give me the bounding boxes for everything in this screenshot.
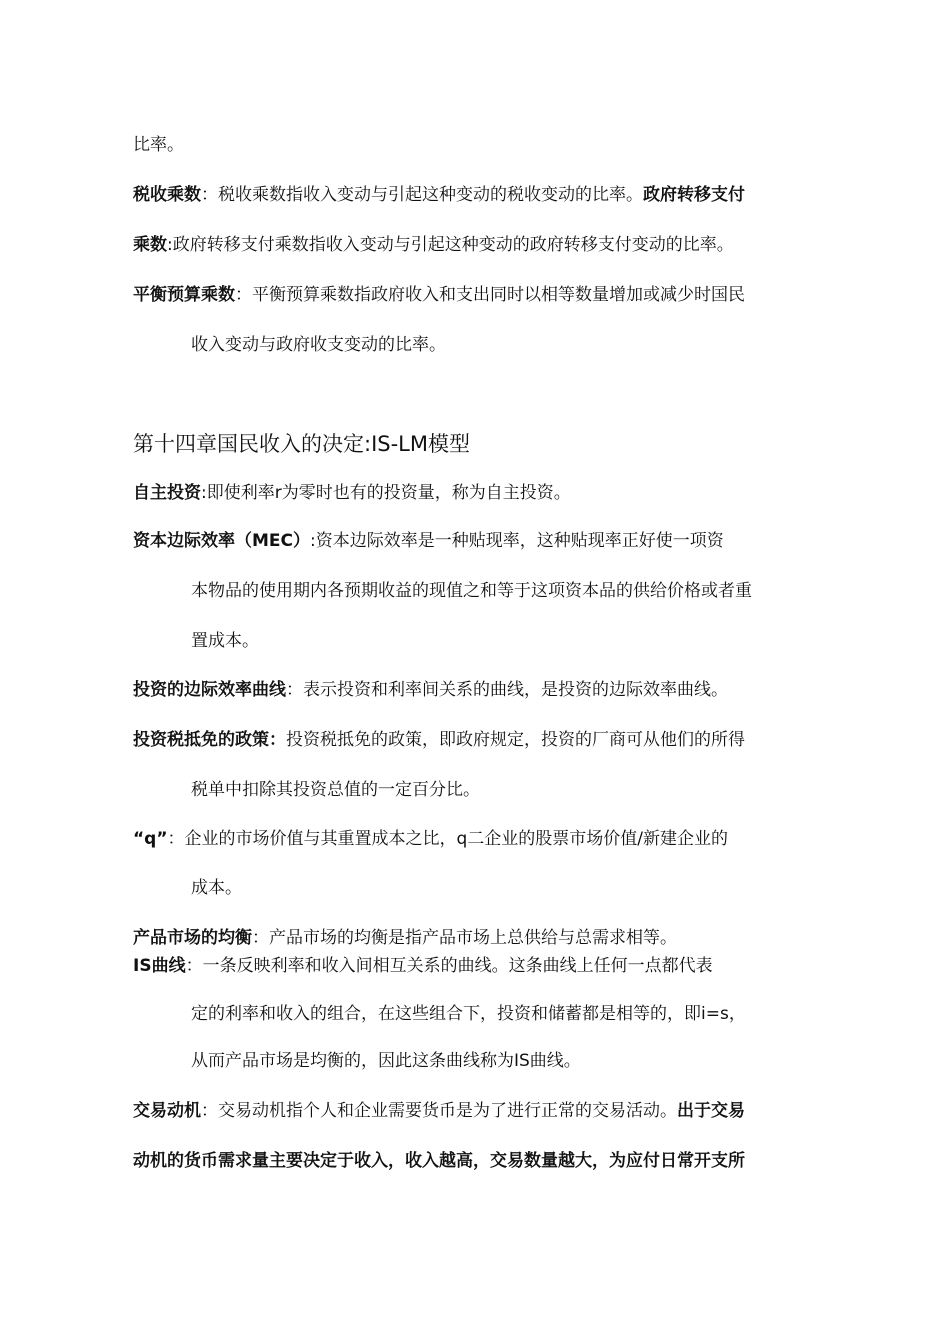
text-run: ：表示投资和利率间关系的曲线，是投资的边际效率曲线。 (286, 680, 728, 700)
term-bold: 资本边际效率（MEC） (133, 531, 311, 551)
term-bold: 出于交易 (677, 1101, 745, 1121)
text-line (133, 233, 734, 257)
term-bold: 动机的货币需求量主要决定于收入，收入越高，交易数量越大，为应付日常开支所 (133, 1151, 745, 1171)
text-run: ：税收乘数指收入变动与引起这种变动的税收变动的比率。 (201, 185, 643, 205)
text-line (133, 529, 724, 553)
term-bold: IS曲线 (133, 956, 186, 976)
text-line (133, 827, 728, 851)
text-run: 定的利率和收入的组合，在这些组合下，投资和储蓄都是相等的，即i=s， (191, 1004, 746, 1024)
term-bold: 政府转移支付 (643, 185, 745, 205)
text-line (133, 283, 745, 307)
term-bold: 自主投资 (133, 483, 201, 503)
text-run: 投资税抵免的政策，即政府规定，投资的厂商可从他们的所得 (286, 730, 745, 750)
text-line (133, 926, 677, 950)
term-bold: 平衡预算乘数 (133, 285, 235, 305)
text-line (191, 1049, 581, 1073)
text-run: 从而产品市场是均衡的，因此这条曲线称为IS曲线。 (191, 1051, 581, 1071)
text-run: 比率。 (133, 135, 184, 155)
text-line (191, 778, 480, 802)
term-bold: 投资的边际效率曲线 (133, 680, 286, 700)
text-run: ：平衡预算乘数指政府收入和支出同时以相等数量增加或减少时国民 (235, 285, 745, 305)
text-line (133, 1149, 745, 1173)
term-bold: 交易动机 (133, 1101, 201, 1121)
text-line (191, 876, 242, 900)
text-run: ：一条反映利率和收入间相互关系的曲线。这条曲线上任何一点都代表 (185, 956, 713, 976)
text-run: :资本边际效率是一种贴现率，这种贴现率正好使一项资 (310, 531, 724, 551)
text-line (191, 333, 446, 357)
term-bold: 乘数 (133, 235, 167, 255)
text-line (133, 678, 728, 702)
text-run: 置成本。 (191, 631, 259, 651)
text-line (191, 1002, 746, 1026)
text-run: 收入变动与政府收支变动的比率。 (191, 335, 446, 355)
term-bold: “q” (133, 829, 168, 849)
text-run: ：企业的市场价值与其重置成本之比，q二企业的股票市场价值/新建企业的 (167, 829, 729, 849)
text-run: 第十四章国民收入的决定:IS-LM模型 (133, 432, 470, 456)
text-line (133, 954, 713, 978)
text-line (133, 183, 745, 207)
text-run: 本物品的使用期内各预期收益的现值之和等于这项资本品的供给价格或者重 (191, 581, 752, 601)
text-line (133, 1099, 745, 1123)
text-run: :即使利率r为零时也有的投资量，称为自主投资。 (201, 483, 571, 503)
term-bold: 税收乘数 (133, 185, 201, 205)
text-run: ：产品市场的均衡是指产品市场上总供给与总需求相等。 (252, 928, 677, 948)
term-bold: 产品市场的均衡 (133, 928, 252, 948)
text-run: 税单中扣除其投资总值的一定百分比。 (191, 780, 480, 800)
term-bold: 投资税抵免的政策： (133, 730, 286, 750)
text-line (133, 728, 745, 752)
text-run: :政府转移支付乘数指收入变动与引起这种变动的政府转移支付变动的比率。 (167, 235, 734, 255)
text-line (191, 629, 259, 653)
text-run: ：交易动机指个人和企业需要货币是为了进行正常的交易活动。 (201, 1101, 677, 1121)
chapter-heading (133, 430, 470, 458)
text-line (133, 133, 184, 157)
text-line (191, 579, 752, 603)
text-run: 成本。 (191, 878, 242, 898)
text-line (133, 481, 571, 505)
